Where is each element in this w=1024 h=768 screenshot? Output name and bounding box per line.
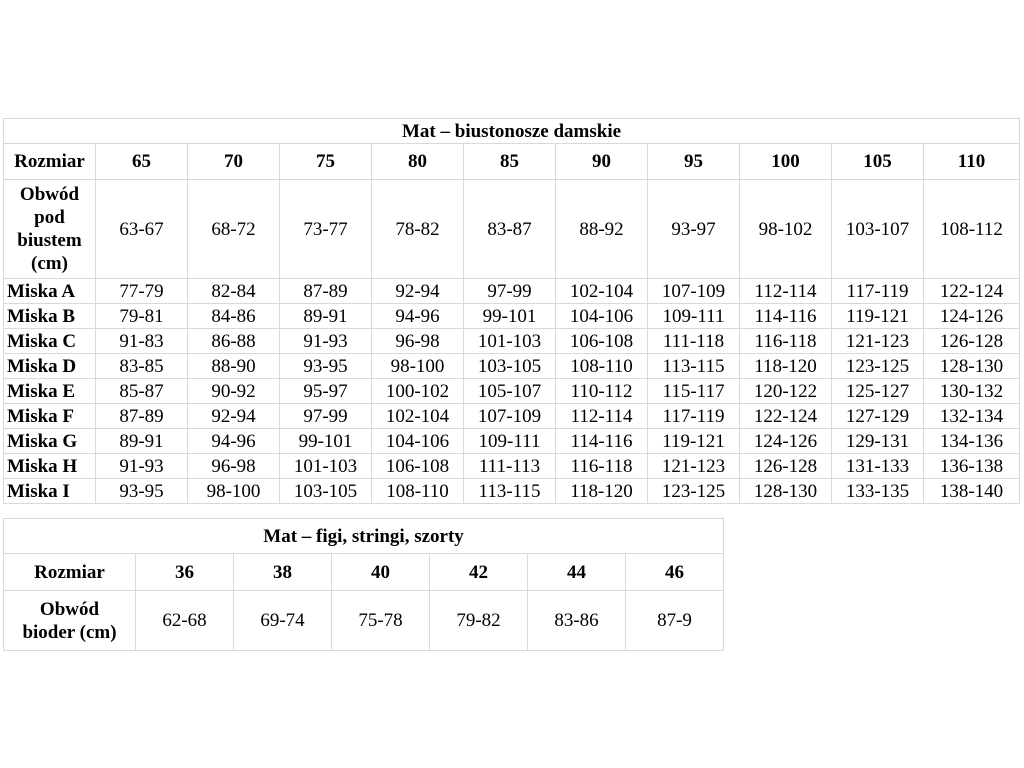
cup-value-cell: 91-93 xyxy=(96,454,188,479)
cup-value-cell: 94-96 xyxy=(372,304,464,329)
cup-label: Miska A xyxy=(4,279,96,304)
cup-value-cell: 82-84 xyxy=(188,279,280,304)
cup-value-cell: 112-114 xyxy=(556,404,648,429)
hip-cell: 87-9 xyxy=(626,591,724,651)
cup-label: Miska G xyxy=(4,429,96,454)
cup-value-cell: 124-126 xyxy=(740,429,832,454)
cup-label: Miska E xyxy=(4,379,96,404)
hip-row xyxy=(4,591,724,651)
cup-value-cell: 133-135 xyxy=(832,479,924,504)
panties-size-header: 42 xyxy=(430,554,528,591)
cup-row xyxy=(4,404,1020,429)
cup-value-cell: 86-88 xyxy=(188,329,280,354)
underbust-row xyxy=(4,180,1020,279)
cup-value-cell: 117-119 xyxy=(648,404,740,429)
cup-label: Miska D xyxy=(4,354,96,379)
cup-value-cell: 128-130 xyxy=(924,354,1020,379)
underbust-cell: 78-82 xyxy=(372,180,464,279)
cup-value-cell: 116-118 xyxy=(556,454,648,479)
cup-value-cell: 119-121 xyxy=(832,304,924,329)
underbust-cell: 63-67 xyxy=(96,180,188,279)
cup-value-cell: 89-91 xyxy=(280,304,372,329)
underbust-label: Obwód pod biustem (cm) xyxy=(4,180,96,279)
cup-value-cell: 122-124 xyxy=(740,404,832,429)
cup-value-cell: 96-98 xyxy=(188,454,280,479)
cup-value-cell: 97-99 xyxy=(280,404,372,429)
underbust-cell: 68-72 xyxy=(188,180,280,279)
underbust-cell: 108-112 xyxy=(924,180,1020,279)
bra-header-row xyxy=(4,144,1020,180)
cup-value-cell: 123-125 xyxy=(648,479,740,504)
bra-size-header: 95 xyxy=(648,144,740,180)
cup-value-cell: 100-102 xyxy=(372,379,464,404)
cup-value-cell: 107-109 xyxy=(648,279,740,304)
cup-value-cell: 93-95 xyxy=(280,354,372,379)
cup-value-cell: 87-89 xyxy=(280,279,372,304)
cup-value-cell: 121-123 xyxy=(832,329,924,354)
cup-value-cell: 84-86 xyxy=(188,304,280,329)
cup-label: Miska I xyxy=(4,479,96,504)
bra-size-header: 85 xyxy=(464,144,556,180)
bra-size-header: 70 xyxy=(188,144,280,180)
cup-value-cell: 107-109 xyxy=(464,404,556,429)
cup-value-cell: 125-127 xyxy=(832,379,924,404)
cup-value-cell: 126-128 xyxy=(740,454,832,479)
panties-size-header: 44 xyxy=(528,554,626,591)
cup-value-cell: 106-108 xyxy=(556,329,648,354)
hip-cell: 75-78 xyxy=(332,591,430,651)
cup-value-cell: 136-138 xyxy=(924,454,1020,479)
hip-cell: 83-86 xyxy=(528,591,626,651)
cup-label: Miska C xyxy=(4,329,96,354)
cup-value-cell: 106-108 xyxy=(372,454,464,479)
cup-value-cell: 87-89 xyxy=(96,404,188,429)
cup-value-cell: 97-99 xyxy=(464,279,556,304)
bra-size-header: 80 xyxy=(372,144,464,180)
underbust-cell: 98-102 xyxy=(740,180,832,279)
cup-value-cell: 132-134 xyxy=(924,404,1020,429)
cup-value-cell: 114-116 xyxy=(740,304,832,329)
cup-value-cell: 99-101 xyxy=(464,304,556,329)
cup-value-cell: 103-105 xyxy=(464,354,556,379)
cup-value-cell: 93-95 xyxy=(96,479,188,504)
cup-value-cell: 104-106 xyxy=(372,429,464,454)
cup-value-cell: 111-113 xyxy=(464,454,556,479)
cup-value-cell: 103-105 xyxy=(280,479,372,504)
cup-value-cell: 83-85 xyxy=(96,354,188,379)
bra-size-header: 65 xyxy=(96,144,188,180)
panties-size-header: 36 xyxy=(136,554,234,591)
cup-value-cell: 128-130 xyxy=(740,479,832,504)
cup-value-cell: 116-118 xyxy=(740,329,832,354)
cup-value-cell: 95-97 xyxy=(280,379,372,404)
bra-size-header: 90 xyxy=(556,144,648,180)
cup-value-cell: 131-133 xyxy=(832,454,924,479)
hip-cell: 79-82 xyxy=(430,591,528,651)
cup-value-cell: 90-92 xyxy=(188,379,280,404)
bra-size-header: 110 xyxy=(924,144,1020,180)
cup-value-cell: 130-132 xyxy=(924,379,1020,404)
cup-value-cell: 110-112 xyxy=(556,379,648,404)
cup-value-cell: 104-106 xyxy=(556,304,648,329)
cup-value-cell: 124-126 xyxy=(924,304,1020,329)
cup-label: Miska H xyxy=(4,454,96,479)
cup-label: Miska F xyxy=(4,404,96,429)
hip-cell: 69-74 xyxy=(234,591,332,651)
cup-value-cell: 94-96 xyxy=(188,429,280,454)
cup-row xyxy=(4,279,1020,304)
cup-value-cell: 88-90 xyxy=(188,354,280,379)
cup-value-cell: 102-104 xyxy=(372,404,464,429)
cup-value-cell: 118-120 xyxy=(740,354,832,379)
cup-value-cell: 98-100 xyxy=(188,479,280,504)
bra-size-header: 105 xyxy=(832,144,924,180)
cup-row xyxy=(4,354,1020,379)
bra-table-title: Mat – biustonosze damskie xyxy=(4,119,1020,144)
cup-row xyxy=(4,479,1020,504)
cup-value-cell: 99-101 xyxy=(280,429,372,454)
cup-value-cell: 117-119 xyxy=(832,279,924,304)
cup-value-cell: 121-123 xyxy=(648,454,740,479)
cup-value-cell: 123-125 xyxy=(832,354,924,379)
cup-value-cell: 101-103 xyxy=(464,329,556,354)
cup-value-cell: 120-122 xyxy=(740,379,832,404)
cup-row xyxy=(4,329,1020,354)
panties-header-label: Rozmiar xyxy=(4,554,136,591)
cup-value-cell: 91-83 xyxy=(96,329,188,354)
panties-size-header: 38 xyxy=(234,554,332,591)
cup-value-cell: 105-107 xyxy=(464,379,556,404)
panties-header-row xyxy=(4,554,724,591)
cup-row xyxy=(4,454,1020,479)
cup-value-cell: 111-118 xyxy=(648,329,740,354)
cup-value-cell: 77-79 xyxy=(96,279,188,304)
panties-table-title: Mat – figi, stringi, szorty xyxy=(4,519,724,554)
cup-label: Miska B xyxy=(4,304,96,329)
cup-value-cell: 113-115 xyxy=(464,479,556,504)
cup-value-cell: 113-115 xyxy=(648,354,740,379)
cup-row xyxy=(4,304,1020,329)
bra-size-table xyxy=(3,118,1020,504)
cup-value-cell: 138-140 xyxy=(924,479,1020,504)
cup-value-cell: 112-114 xyxy=(740,279,832,304)
cup-value-cell: 118-120 xyxy=(556,479,648,504)
cup-value-cell: 79-81 xyxy=(96,304,188,329)
cup-value-cell: 108-110 xyxy=(556,354,648,379)
underbust-cell: 103-107 xyxy=(832,180,924,279)
panties-size-header: 40 xyxy=(332,554,430,591)
cup-value-cell: 92-94 xyxy=(188,404,280,429)
underbust-cell: 88-92 xyxy=(556,180,648,279)
hip-cell: 62-68 xyxy=(136,591,234,651)
cup-value-cell: 134-136 xyxy=(924,429,1020,454)
bra-header-label: Rozmiar xyxy=(4,144,96,180)
cup-value-cell: 109-111 xyxy=(648,304,740,329)
bra-size-header: 75 xyxy=(280,144,372,180)
cup-value-cell: 96-98 xyxy=(372,329,464,354)
cup-value-cell: 119-121 xyxy=(648,429,740,454)
cup-value-cell: 129-131 xyxy=(832,429,924,454)
underbust-cell: 73-77 xyxy=(280,180,372,279)
cup-value-cell: 109-111 xyxy=(464,429,556,454)
cup-value-cell: 85-87 xyxy=(96,379,188,404)
cup-value-cell: 92-94 xyxy=(372,279,464,304)
panties-size-table xyxy=(3,518,724,651)
cup-value-cell: 101-103 xyxy=(280,454,372,479)
cup-row xyxy=(4,379,1020,404)
underbust-cell: 83-87 xyxy=(464,180,556,279)
cup-value-cell: 91-93 xyxy=(280,329,372,354)
cup-row xyxy=(4,429,1020,454)
cup-value-cell: 115-117 xyxy=(648,379,740,404)
underbust-cell: 93-97 xyxy=(648,180,740,279)
cup-value-cell: 127-129 xyxy=(832,404,924,429)
hip-label: Obwód bioder (cm) xyxy=(4,591,136,651)
cup-value-cell: 98-100 xyxy=(372,354,464,379)
cup-value-cell: 108-110 xyxy=(372,479,464,504)
cup-value-cell: 102-104 xyxy=(556,279,648,304)
panties-size-header: 46 xyxy=(626,554,724,591)
cup-value-cell: 89-91 xyxy=(96,429,188,454)
bra-size-header: 100 xyxy=(740,144,832,180)
cup-value-cell: 114-116 xyxy=(556,429,648,454)
cup-value-cell: 122-124 xyxy=(924,279,1020,304)
cup-value-cell: 126-128 xyxy=(924,329,1020,354)
